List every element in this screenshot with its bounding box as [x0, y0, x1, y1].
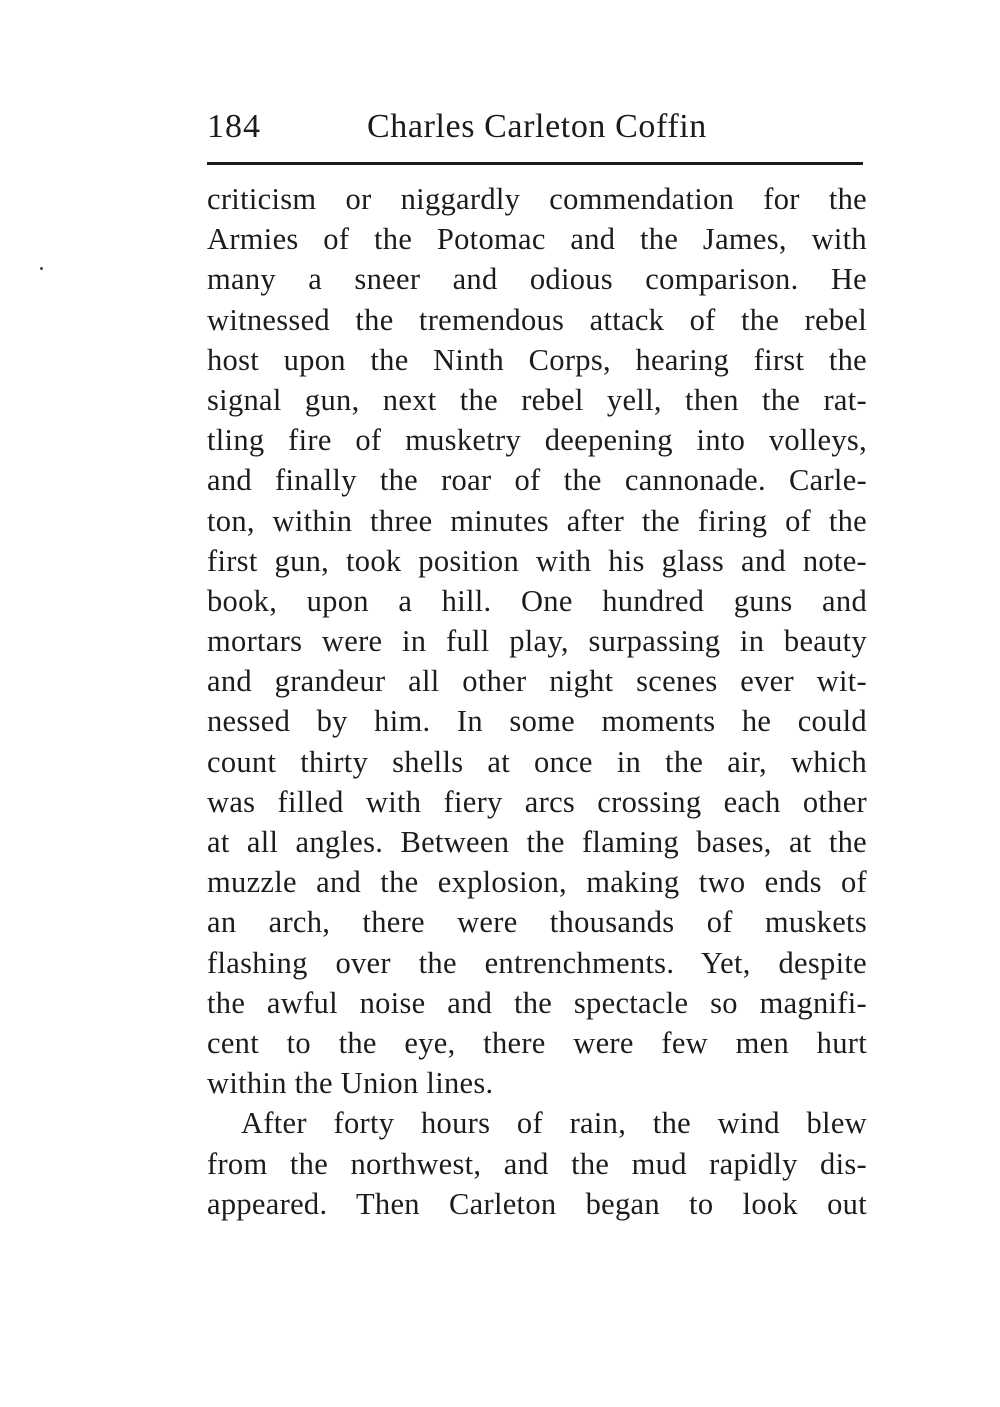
text-line: an arch, there were thousands of muskets	[207, 905, 867, 940]
text-line: from the northwest, and the mud rapidly dis-	[207, 1146, 867, 1181]
text-line: signal gun, next the rebel yell, then the rat-	[207, 382, 867, 417]
text-line: flashing over the entrenchments. Yet, despite	[207, 945, 867, 980]
text-line: criticism or niggardly commendation for the	[207, 182, 867, 216]
text-line: was filled with fiery arcs crossing each other	[207, 784, 867, 819]
text-line: count thirty shells at once in the air, which	[207, 744, 867, 779]
text-line: appeared. Then Carleton began to look out	[207, 1186, 867, 1221]
text-line: the awful noise and the spectacle so magnifi-	[207, 985, 867, 1020]
header-rule	[207, 162, 863, 165]
text-line: at all angles. Between the flaming bases, at the	[207, 825, 867, 859]
margin-speck	[40, 267, 43, 270]
text-line: and finally the roar of the cannonade. Carle-	[207, 463, 867, 498]
text-line: many a sneer and odious comparison. He	[207, 262, 867, 297]
page-number: 184	[207, 108, 261, 145]
text-line: ton, within three minutes after the firing of the	[207, 503, 867, 538]
text-line: tling fire of musketry deepening into volleys,	[207, 423, 867, 458]
body-text	[207, 179, 867, 1224]
text-line: book, upon a hill. One hundred guns and	[207, 583, 867, 618]
text-line: Armies of the Potomac and the James, with	[207, 222, 867, 257]
text-line: host upon the Ninth Corps, hearing first the	[207, 342, 867, 377]
text-line-paragraph-end: within the Union lines.	[207, 1066, 494, 1101]
text-line: cent to the eye, there were few men hurt	[207, 1025, 867, 1060]
text-line: first gun, took position with his glass and note-	[207, 543, 867, 578]
running-head	[207, 108, 863, 158]
text-line-paragraph-start: After forty hours of rain, the wind blew	[241, 1106, 867, 1141]
text-line: mortars were in full play, surpassing in beauty	[207, 624, 867, 659]
running-title: Charles Carleton Coffin	[367, 108, 707, 145]
text-line: nessed by him. In some moments he could	[207, 704, 867, 739]
text-line: witnessed the tremendous attack of the rebel	[207, 302, 867, 337]
text-line: and grandeur all other night scenes ever wit-	[207, 664, 867, 699]
text-line: muzzle and the explosion, making two ends of	[207, 865, 867, 900]
